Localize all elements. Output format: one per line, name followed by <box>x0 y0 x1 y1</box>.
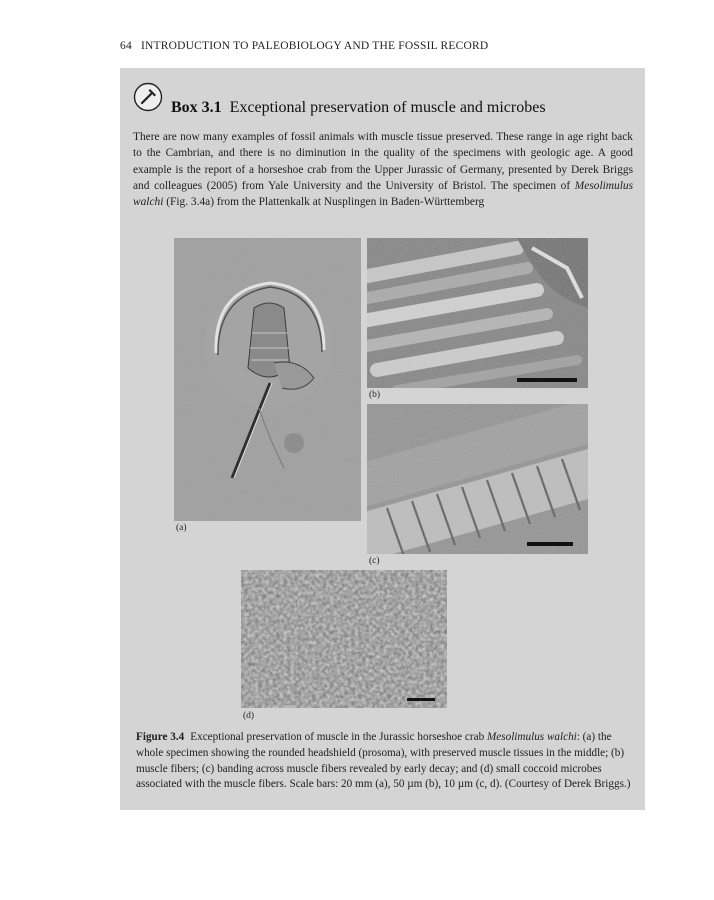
box-body-part2: (Fig. 3.4a) from the Plattenkalk at Nusplingen in Baden-Württemberg <box>163 196 485 209</box>
box-title <box>171 99 546 117</box>
box-title-text: Exceptional preservation of muscle and microbes <box>229 99 546 116</box>
figure-caption <box>136 730 634 793</box>
figure-panel-b <box>367 238 588 388</box>
box-body-species: Mesolimulus walchi <box>133 179 633 209</box>
box-number: Box 3.1 <box>171 99 222 116</box>
panel-label-d: (d) <box>243 711 255 721</box>
running-head <box>120 40 645 52</box>
caption-text2: : (a) the whole specimen showing the rounded headshield (prosoma), with preserved muscle tissues in the middle; (b) muscle fibers; (c) banding across muscle fibers revealed by early decay; and (d) small coccoid microbes associated with the muscle fibers. Scale bars: 20 mm (a), 50 µm (b), 10 µm (c, d). (Courtesy of Derek Briggs.) <box>136 731 631 791</box>
caption-text1: Exceptional preservation of muscle in the Jurassic horseshoe crab <box>190 731 487 743</box>
panel-label-a: (a) <box>176 523 187 533</box>
box-3-1 <box>120 68 645 810</box>
figure-number: Figure 3.4 <box>136 731 185 743</box>
panel-label-c: (c) <box>369 556 380 566</box>
figure-panel-a <box>174 238 361 521</box>
page-number: 64 <box>120 40 132 52</box>
figure-panel-d <box>241 570 447 708</box>
running-head-title: INTRODUCTION TO PALEOBIOLOGY AND THE FOSSIL RECORD <box>140 40 489 52</box>
figure-panel-c <box>367 404 588 554</box>
box-body-part1: There are now many examples of fossil animals with muscle tissue preserved. These range in age right back to the Cambrian, and there is no diminution in the quality of the specimens with geologic age. A good example is the report of a horseshoe crab from the Upper Jurassic of Germany, presented by Derek Briggs and colleagues (2005) from Yale University and the University of Bristol. The specimen of <box>133 131 633 192</box>
caption-species: Mesolimulus walchi <box>486 731 577 743</box>
hammer-in-circle-icon <box>133 82 163 112</box>
panel-label-b: (b) <box>369 390 381 400</box>
box-body-text <box>133 129 633 210</box>
